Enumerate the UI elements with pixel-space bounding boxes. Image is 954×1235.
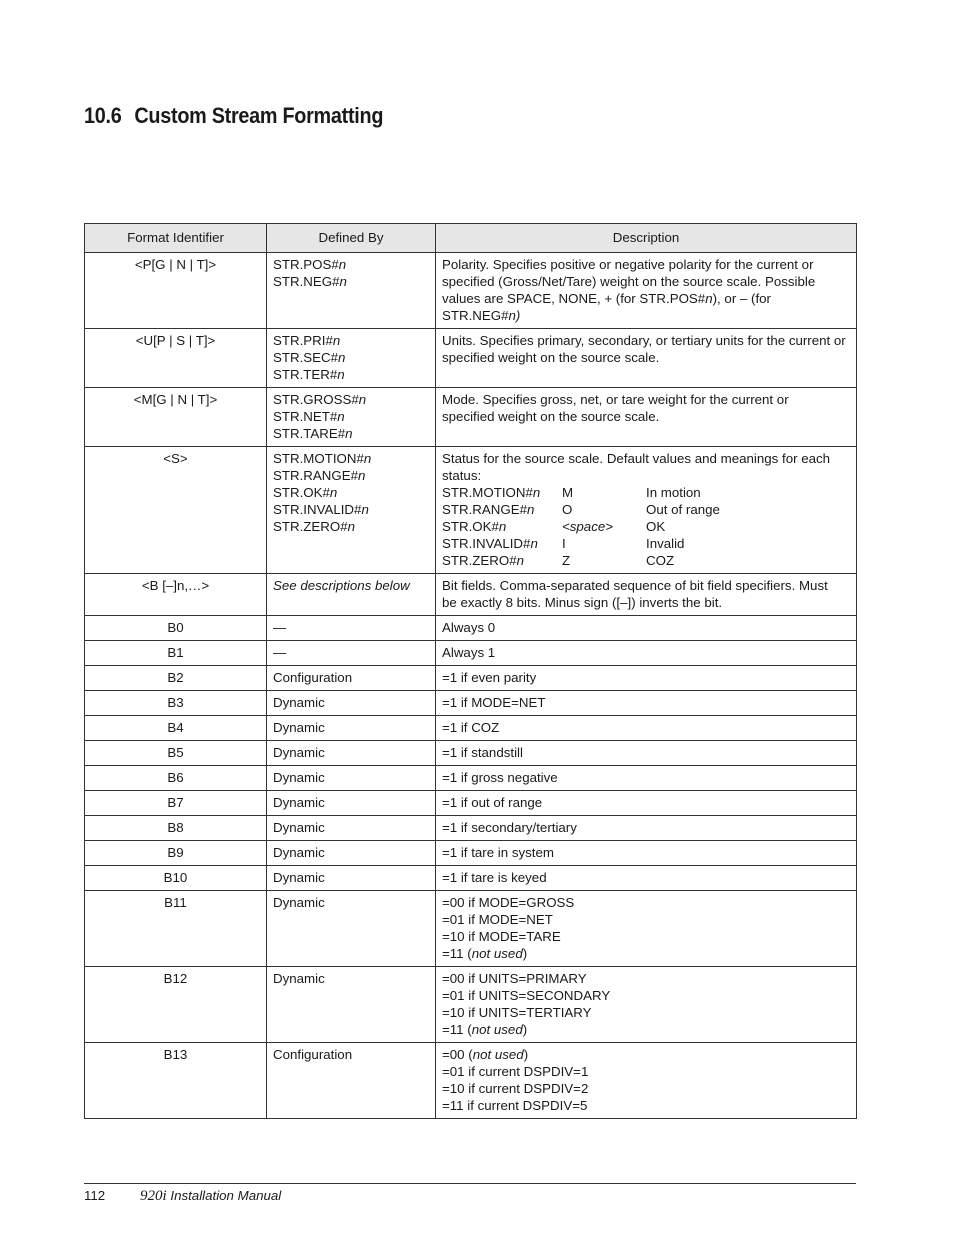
status-code: Z bbox=[562, 553, 571, 568]
description-cell bbox=[436, 666, 857, 691]
footer-rule bbox=[84, 1183, 856, 1184]
table-row bbox=[85, 329, 857, 388]
table-row bbox=[85, 816, 857, 841]
description-line: Always 0 bbox=[442, 620, 496, 635]
description-cell bbox=[436, 741, 857, 766]
format-identifier-cell: <S> bbox=[85, 447, 267, 574]
defined-by-cell bbox=[267, 866, 436, 891]
description-cell bbox=[436, 791, 857, 816]
description-line: =1 if MODE=NET bbox=[442, 695, 546, 710]
description-line: =1 if standstill bbox=[442, 745, 523, 760]
defined-by-cell bbox=[267, 666, 436, 691]
defined-by-cell bbox=[267, 388, 436, 447]
status-entry bbox=[442, 518, 850, 535]
status-entry bbox=[442, 552, 850, 569]
table-row bbox=[85, 1043, 857, 1119]
page-number: 112 bbox=[84, 1188, 106, 1203]
status-name: STR.OK#n bbox=[442, 519, 507, 534]
defined-by-line: See descriptions below bbox=[273, 578, 410, 593]
description-line: =01 if UNITS=SECONDARY bbox=[442, 988, 611, 1003]
defined-by-line: Dynamic bbox=[273, 971, 325, 986]
description-line: Always 1 bbox=[442, 645, 496, 660]
defined-by-line: STR.ZERO#n bbox=[273, 519, 356, 534]
table-row bbox=[85, 691, 857, 716]
defined-by-cell bbox=[267, 616, 436, 641]
status-entry bbox=[442, 484, 850, 501]
format-identifier-cell: B12 bbox=[85, 967, 267, 1043]
description-cell bbox=[436, 766, 857, 791]
format-identifier-cell: B10 bbox=[85, 866, 267, 891]
table-row bbox=[85, 666, 857, 691]
description-line: Units. Specifies primary, secondary, or tertiary units for the current or bbox=[442, 333, 846, 348]
status-meaning: Out of range bbox=[646, 502, 720, 517]
description-line: status: bbox=[442, 468, 482, 483]
defined-by-line: Dynamic bbox=[273, 770, 325, 785]
format-identifier-cell: <M[G | N | T]> bbox=[85, 388, 267, 447]
defined-by-line: Dynamic bbox=[273, 795, 325, 810]
defined-by-line: Dynamic bbox=[273, 695, 325, 710]
description-line: be exactly 8 bits. Minus sign ([–]) inverts the bit. bbox=[442, 595, 723, 610]
status-name: STR.MOTION#n bbox=[442, 485, 541, 500]
description-line: specified weight on the source scale. bbox=[442, 350, 660, 365]
defined-by-line: — bbox=[273, 620, 287, 635]
defined-by-line: Dynamic bbox=[273, 720, 325, 735]
defined-by-line: Dynamic bbox=[273, 895, 325, 910]
description-line: =11 if current DSPDIV=5 bbox=[442, 1098, 588, 1113]
format-identifier-cell: B7 bbox=[85, 791, 267, 816]
table-row bbox=[85, 891, 857, 967]
defined-by-line: Dynamic bbox=[273, 870, 325, 885]
status-code: <space> bbox=[562, 519, 614, 534]
description-line: =10 if MODE=TARE bbox=[442, 929, 561, 944]
format-identifier-cell: B5 bbox=[85, 741, 267, 766]
format-identifier-cell: <P[G | N | T]> bbox=[85, 253, 267, 329]
status-meaning: COZ bbox=[646, 553, 675, 568]
description-cell bbox=[436, 891, 857, 967]
defined-by-line: STR.TER#n bbox=[273, 367, 345, 382]
description-line: =01 if MODE=NET bbox=[442, 912, 553, 927]
description-cell bbox=[436, 691, 857, 716]
format-identifier-cell: B11 bbox=[85, 891, 267, 967]
description-line: =00 (not used) bbox=[442, 1047, 529, 1062]
description-line: =1 if secondary/tertiary bbox=[442, 820, 577, 835]
status-name: STR.ZERO#n bbox=[442, 553, 525, 568]
table-row bbox=[85, 741, 857, 766]
table-row bbox=[85, 967, 857, 1043]
table-row bbox=[85, 766, 857, 791]
table-row bbox=[85, 574, 857, 616]
manual-title: Installation Manual bbox=[170, 1188, 282, 1203]
format-identifier-cell: B3 bbox=[85, 691, 267, 716]
description-line: =11 (not used) bbox=[442, 1022, 528, 1037]
table-row bbox=[85, 447, 857, 574]
page-footer bbox=[84, 1188, 281, 1205]
description-cell bbox=[436, 866, 857, 891]
defined-by-cell bbox=[267, 816, 436, 841]
defined-by-cell bbox=[267, 791, 436, 816]
description-cell bbox=[436, 253, 857, 329]
description-cell bbox=[436, 574, 857, 616]
table-row bbox=[85, 641, 857, 666]
defined-by-cell bbox=[267, 691, 436, 716]
format-table bbox=[84, 223, 857, 1119]
format-identifier-cell: B1 bbox=[85, 641, 267, 666]
description-line: =01 if current DSPDIV=1 bbox=[442, 1064, 589, 1079]
description-line: =1 if COZ bbox=[442, 720, 500, 735]
table-row bbox=[85, 616, 857, 641]
defined-by-line: STR.POS#n bbox=[273, 257, 347, 272]
defined-by-cell bbox=[267, 329, 436, 388]
table-row bbox=[85, 388, 857, 447]
description-line: =00 if MODE=GROSS bbox=[442, 895, 575, 910]
description-cell bbox=[436, 616, 857, 641]
defined-by-line: STR.PRI#n bbox=[273, 333, 341, 348]
defined-by-cell bbox=[267, 641, 436, 666]
status-name: STR.RANGE#n bbox=[442, 502, 535, 517]
defined-by-line: Dynamic bbox=[273, 820, 325, 835]
description-cell bbox=[436, 641, 857, 666]
format-identifier-cell: B4 bbox=[85, 716, 267, 741]
table-row bbox=[85, 841, 857, 866]
format-identifier-cell: B8 bbox=[85, 816, 267, 841]
table-body bbox=[85, 253, 857, 1119]
format-identifier-cell: B9 bbox=[85, 841, 267, 866]
defined-by-cell bbox=[267, 967, 436, 1043]
defined-by-line: STR.RANGE#n bbox=[273, 468, 366, 483]
description-cell bbox=[436, 841, 857, 866]
defined-by-line: STR.INVALID#n bbox=[273, 502, 369, 517]
section-title: Custom Stream Formatting bbox=[134, 103, 384, 128]
description-line: Status for the source scale. Default values and meanings for each bbox=[442, 451, 831, 466]
defined-by-cell bbox=[267, 574, 436, 616]
section-heading bbox=[84, 103, 383, 129]
description-cell bbox=[436, 329, 857, 388]
defined-by-cell bbox=[267, 447, 436, 574]
status-meaning: OK bbox=[646, 519, 666, 534]
defined-by-line: STR.SEC#n bbox=[273, 350, 346, 365]
format-identifier-cell: <U[P | S | T]> bbox=[85, 329, 267, 388]
description-line: =1 if even parity bbox=[442, 670, 537, 685]
description-cell bbox=[436, 816, 857, 841]
defined-by-line: STR.NEG#n bbox=[273, 274, 347, 289]
defined-by-line: Configuration bbox=[273, 670, 353, 685]
status-code: M bbox=[562, 485, 574, 500]
defined-by-cell bbox=[267, 841, 436, 866]
format-identifier-cell: B6 bbox=[85, 766, 267, 791]
description-line: =1 if out of range bbox=[442, 795, 543, 810]
defined-by-cell bbox=[267, 1043, 436, 1119]
description-line: =1 if tare in system bbox=[442, 845, 554, 860]
status-name: STR.INVALID#n bbox=[442, 536, 538, 551]
format-identifier-cell: B0 bbox=[85, 616, 267, 641]
format-identifier-cell: B13 bbox=[85, 1043, 267, 1119]
description-line: =1 if tare is keyed bbox=[442, 870, 547, 885]
product-name: 920i bbox=[140, 1188, 167, 1204]
defined-by-line: Dynamic bbox=[273, 745, 325, 760]
defined-by-line: Configuration bbox=[273, 1047, 353, 1062]
table-row bbox=[85, 791, 857, 816]
status-entry bbox=[442, 535, 850, 552]
format-identifier-cell: <B [–]n,…> bbox=[85, 574, 267, 616]
description-line: =1 if gross negative bbox=[442, 770, 558, 785]
description-cell bbox=[436, 447, 857, 574]
description-cell bbox=[436, 1043, 857, 1119]
table-row bbox=[85, 716, 857, 741]
defined-by-cell bbox=[267, 741, 436, 766]
defined-by-cell bbox=[267, 766, 436, 791]
description-line: Mode. Specifies gross, net, or tare weight for the current or bbox=[442, 392, 789, 407]
defined-by-line: STR.MOTION#n bbox=[273, 451, 372, 466]
description-cell bbox=[436, 716, 857, 741]
description-cell bbox=[436, 967, 857, 1043]
description-line: =00 if UNITS=PRIMARY bbox=[442, 971, 587, 986]
defined-by-line: STR.TARE#n bbox=[273, 426, 353, 441]
status-entry bbox=[442, 501, 850, 518]
defined-by-cell bbox=[267, 253, 436, 329]
column-header-description: Description bbox=[436, 224, 857, 253]
defined-by-cell bbox=[267, 891, 436, 967]
description-line: =11 (not used) bbox=[442, 946, 528, 961]
description-line: specified weight on the source scale. bbox=[442, 409, 660, 424]
description-line: =10 if current DSPDIV=2 bbox=[442, 1081, 589, 1096]
table-header-row bbox=[85, 224, 857, 253]
status-code: I bbox=[562, 536, 566, 551]
section-number: 10.6 bbox=[84, 103, 122, 128]
defined-by-cell bbox=[267, 716, 436, 741]
defined-by-line: Dynamic bbox=[273, 845, 325, 860]
table-row bbox=[85, 253, 857, 329]
format-identifier-cell: B2 bbox=[85, 666, 267, 691]
defined-by-line: STR.NET#n bbox=[273, 409, 345, 424]
defined-by-line: STR.GROSS#n bbox=[273, 392, 367, 407]
status-meaning: In motion bbox=[646, 485, 701, 500]
description-cell bbox=[436, 388, 857, 447]
defined-by-line: — bbox=[273, 645, 287, 660]
description-line: specified (Gross/Net/Tare) weight on the source scale. Possible bbox=[442, 274, 816, 289]
description-line: values are SPACE, NONE, + (for STR.POS#n), or – (for STR.NEG#n) bbox=[442, 291, 771, 323]
column-header-format-identifier: Format Identifier bbox=[85, 224, 267, 253]
description-line: Polarity. Specifies positive or negative polarity for the current or bbox=[442, 257, 814, 272]
description-line: =10 if UNITS=TERTIARY bbox=[442, 1005, 592, 1020]
defined-by-line: STR.OK#n bbox=[273, 485, 338, 500]
status-code: O bbox=[562, 502, 573, 517]
status-meaning: Invalid bbox=[646, 536, 685, 551]
column-header-defined-by: Defined By bbox=[267, 224, 436, 253]
description-line: Bit fields. Comma-separated sequence of bit field specifiers. Must bbox=[442, 578, 828, 593]
table-row bbox=[85, 866, 857, 891]
